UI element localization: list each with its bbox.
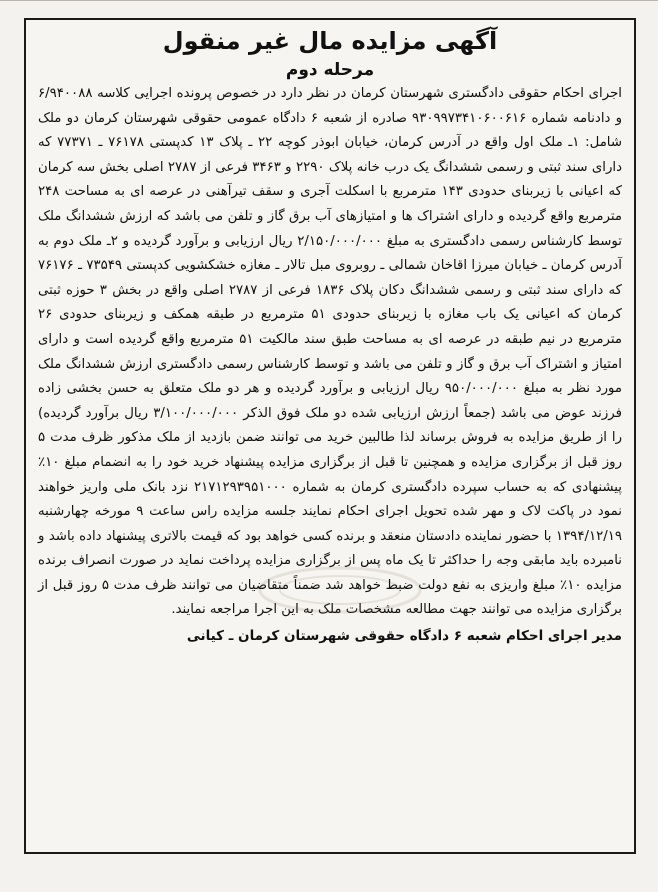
auction-notice-box [24, 18, 636, 854]
notice-body-text: اجرای احکام حقوقی دادگستری شهرستان کرمان در نظر دارد در خصوص پرونده اجرایی کلاسه ۶/۹۴۰۰۸۸ و دادنامه شماره ۹۳۰۹۹۷۳۴۱۰۶۰۰۶۱۶ صادره از شعبه ۶ دادگاه عمومی حقوقی شهرستان کرمان دو ملک شامل: ۱ـ ملک اول واقع در آدرس کرمان، خیابان ابوذر کوچه ۲۲ ـ پلاک ۱۳ کدپستی ۷۶۱۷۸ ـ ۷۷۳۷۱ که دارای سند ثبتی و رسمی ششدانگ یک درب خانه پلاک ۲۲۹۰ و ۳۴۶۳ فرعی از ۲۷۸۷ اصلی بخش سه کرمان که اعیانی با زیربنای حدودی ۱۴۳ مترمربع با اسکلت آجری و سقف تیرآهنی در عرصه ای به مساحت ۲۴۸ مترمربع واقع گردیده و دارای اشتراک ها و امتیازهای آب برق گاز و تلفن می باشد که ارزش ششدانگ ملک توسط کارشناس رسمی دادگستری به مبلغ ۲/۱۵۰/۰۰۰/۰۰۰ ریال ارزیابی و برآورد گردیده و ۲ـ ملک دوم به آدرس کرمان ـ خیابان میرزا اقاخان شمالی ـ روبروی مبل تالار ـ مغازه خشکشویی کدپستی ۷۳۵۴۹ ـ ۷۶۱۷۶ که دارای سند ثبتی و رسمی ششدانگ دکان پلاک ۱۸۳۶ فرعی از ۲۷۸۷ اصلی واقع در بخش ۳ حوزه ثبتی کرمان که اعیانی یک باب مغازه با زیربنای حدودی ۵۱ مترمربع در طبقه همکف و زیربنای حدودی ۲۶ مترمربع در نیم طبقه در عرصه ای به مساحت طبق سند مالکیت ۵۱ مترمربع واقع گردیده است و دارای امتیاز و اشتراک آب برق و گاز و تلفن می باشد و توسط کارشناس رسمی دادگستری ارزش ششدانگ ملک مورد نظر به مبلغ ۹۵۰/۰۰۰/۰۰۰ ریال ارزیابی و برآورد گردیده و هر دو ملک متعلق به حسن بخشی زاده فرزند عوض می باشد (جمعاً ارزش ارزیابی شده دو ملک فوق الذکر ۳/۱۰۰/۰۰۰/۰۰۰ ریال برآورد گردیده) را از طریق مزایده به فروش برساند لذا طالبین خرید می توانند ضمن بازدید از ملک مذکور ظرف مدت ۵ روز قبل از برگزاری مزایده و همچنین تا قبل از برگزاری مزایده پیشنهاد خرید خود را به انضمام مبلغ ۱۰٪ پیشنهادی که به حساب سپرده دادگستری کرمان به شماره ۲۱۷۱۲۹۳۹۵۱۰۰۰ نزد بانک ملی واریز خواهند نمود در پاکت لاک و مهر شده تحویل اجرای احکام نمایند جلسه مزایده راس ساعت ۹ مورخه چهارشنبه ۱۳۹۴/۱۲/۱۹ با حضور نماینده دادستان منعقد و برنده کسی خواهد بود که قیمت بالاتری پیشنهاد داده باشد و نامبرده باید مابقی وجه را حداکثر تا یک ماه پس از برگزاری مزایده پرداخت نماید در صورت انصراف برنده مزایده ۱۰٪ مبلغ واریزی به نفع دولت ضبط خواهد شد ضمناً متقاضیان می توانند ظرف مدت ۵ روز قبل از برگزاری مزایده می توانند جهت مطالعه مشخصات ملک به این اجرا مراجعه نمایند. [38, 86, 623, 618]
notice-stage-subtitle: مرحله دوم [285, 60, 375, 80]
notice-signature: مدیر اجرای احکام شعبه ۶ دادگاه حقوقی شهرستان کرمان ـ کیانی [186, 628, 622, 645]
page-top-edge [0, 0, 658, 1]
notice-title: آگهی مزایده مال غیر منقول [162, 27, 498, 55]
